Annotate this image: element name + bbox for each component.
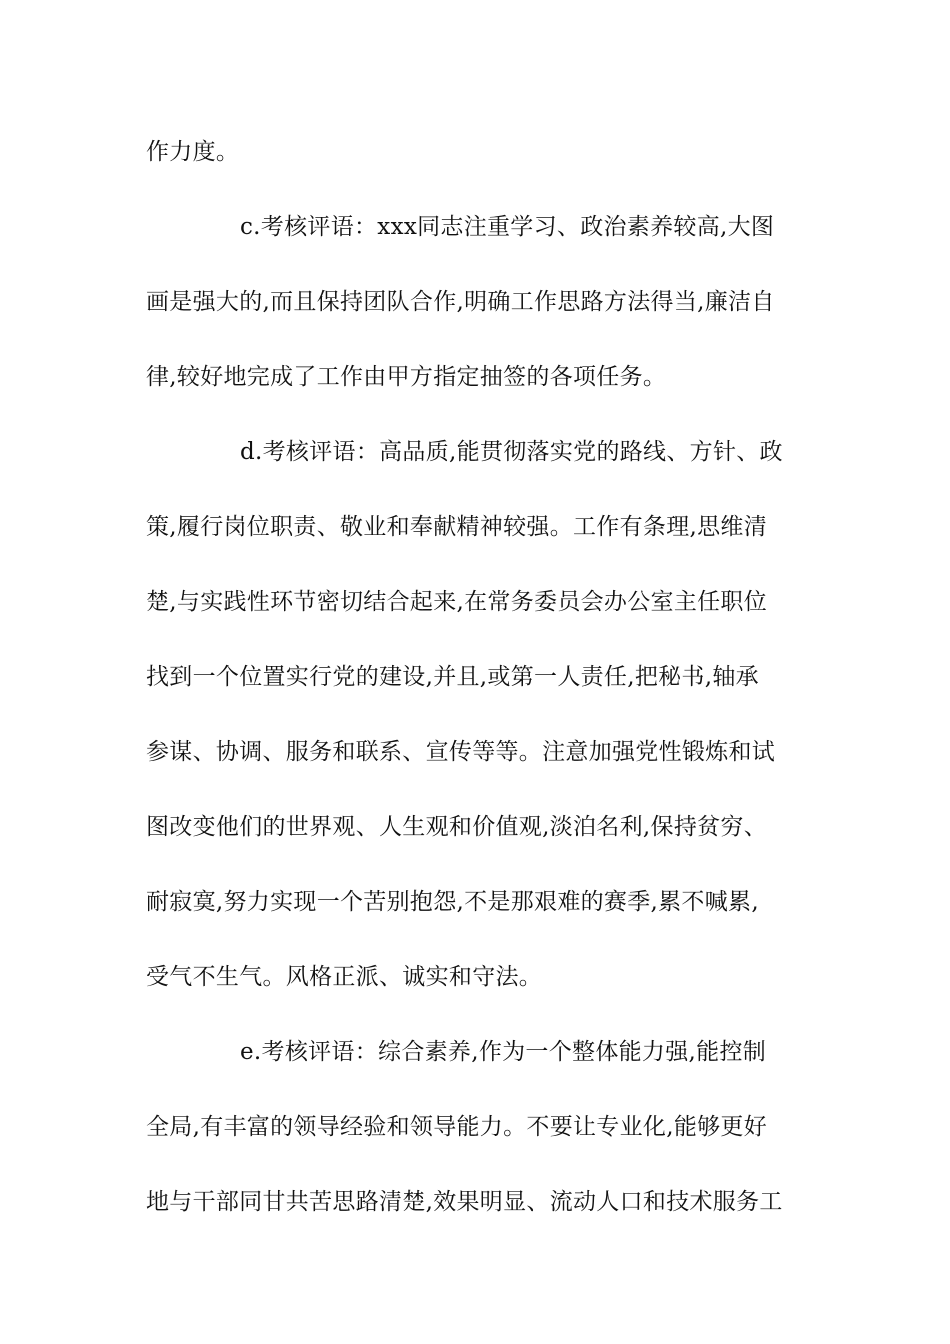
text-line-13: e.考核评语：综合素养,作为一个整体能力强,能控制 bbox=[240, 1039, 767, 1065]
text-line-15: 地与干部同甘共苦思路清楚,效果明显、流动人口和技术服务工 bbox=[146, 1189, 783, 1215]
text-line-6: 策,履行岗位职责、敬业和奉献精神较强。工作有条理,思维清 bbox=[146, 514, 768, 540]
text-line-11: 耐寂寞,努力实现一个苦别抱怨,不是那艰难的赛季,累不喊累, bbox=[146, 889, 759, 915]
text-line-14: 全局,有丰富的领导经验和领导能力。不要让专业化,能够更好 bbox=[146, 1114, 768, 1140]
text-line-10: 图改变他们的世界观、人生观和价值观,淡泊名利,保持贫穷、 bbox=[146, 814, 768, 840]
text-line-9: 参谋、协调、服务和联系、宣传等等。注意加强党性锻炼和试 bbox=[146, 739, 776, 765]
text-line-5: d.考核评语：高品质,能贯彻落实党的路线、方针、政 bbox=[240, 439, 783, 465]
text-line-8: 找到一个位置实行党的建设,并且,或第一人责任,把秘书,轴承 bbox=[146, 664, 759, 690]
text-line-2: c.考核评语：xxx同志注重学习、政治素养较高,大图 bbox=[240, 214, 775, 240]
text-line-4: 律,较好地完成了工作由甲方指定抽签的各项任务。 bbox=[146, 364, 667, 390]
text-line-1: 作力度。 bbox=[146, 139, 240, 165]
text-line-7: 楚,与实践性环节密切结合起来,在常务委员会办公室主任职位 bbox=[146, 589, 768, 615]
text-line-12: 受气不生气。风格正派、诚实和守法。 bbox=[146, 964, 543, 990]
text-line-3: 画是强大的,而且保持团队合作,明确工作思路方法得当,廉洁自 bbox=[146, 289, 775, 315]
